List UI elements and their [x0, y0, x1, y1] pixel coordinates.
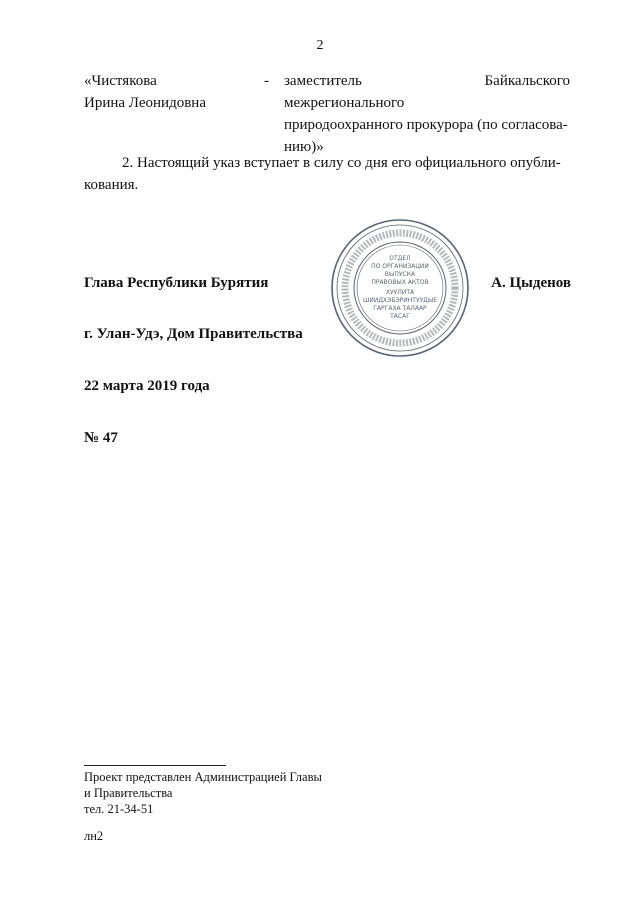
footnote-phone: тел. 21-34-51: [84, 802, 154, 816]
footnote-line-2: и Правительства: [84, 786, 173, 800]
page-number: 2: [316, 38, 324, 53]
person-surname: «Чистякова: [84, 73, 157, 89]
document-code: лн2: [84, 829, 104, 843]
position-line-2: природоохранного прокурора (по согласова-: [284, 117, 568, 133]
footnote-line-1: Проект представлен Администрацией Главы: [84, 770, 322, 784]
footnote: [84, 769, 322, 817]
issue-place: г. Улан-Удэ, Дом Правительства: [84, 326, 303, 342]
seal-line: ТАСАГ: [390, 313, 410, 320]
position-line-3: нию)»: [284, 139, 324, 155]
footnote-divider: [84, 765, 226, 766]
signatory-title: Глава Республики Бурятия: [84, 275, 269, 291]
paragraph-line-2: кования.: [84, 177, 139, 193]
person-given-names: Ирина Леонидовна: [84, 95, 206, 111]
seal-line: ШИИДХЭБЭРИНТУУДЫЕ: [362, 297, 438, 304]
seal-line: ГАРГАХА ТАЛААР: [373, 305, 427, 312]
signatory-name: А. Цыденов: [491, 275, 571, 291]
seal-line: ПРАВОВЫХ АКТОВ: [371, 279, 429, 286]
paragraph-line-1: 2. Настоящий указ вступает в силу со дня его официального опубли-: [122, 155, 561, 171]
decree-number: № 47: [84, 430, 118, 446]
seal-line: ОТДЕЛ: [389, 255, 411, 262]
person-name: [84, 70, 254, 114]
entry-dash: -: [264, 73, 269, 89]
position-line-1: заместитель Байкальского межрегионального: [284, 73, 570, 111]
seal-inner-text: [363, 255, 437, 320]
effective-date-paragraph: [84, 152, 571, 196]
issue-date: 22 марта 2019 года: [84, 378, 210, 394]
seal-line: ПО ОРГАНИЗАЦИИ: [371, 263, 429, 270]
seal-line: ВЫПУСКА: [384, 271, 416, 278]
seal-line: ХУУЛИТА: [385, 289, 415, 296]
official-seal-stamp: [330, 218, 470, 358]
person-position: [284, 70, 570, 158]
